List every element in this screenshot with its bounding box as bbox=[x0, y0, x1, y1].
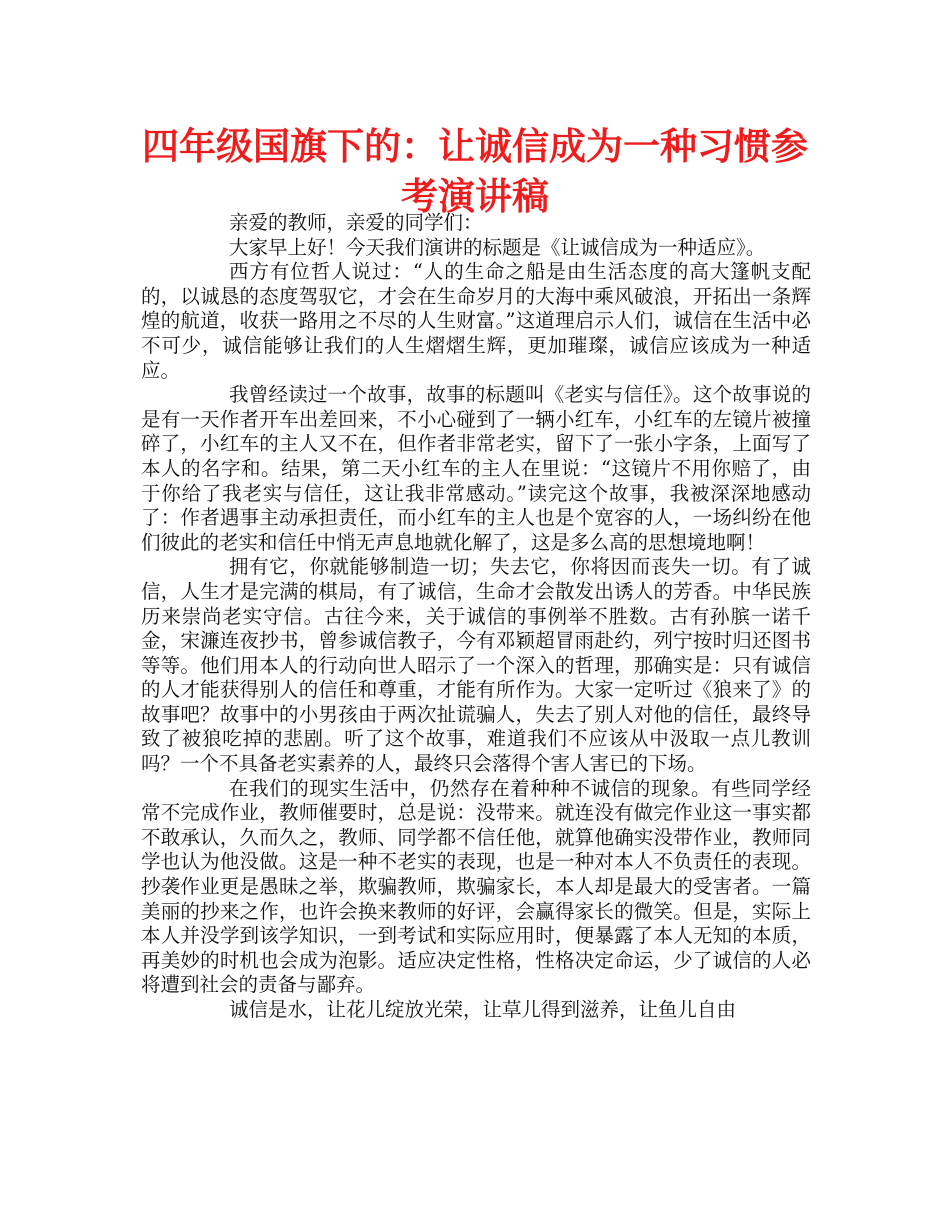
document-title: 四年级国旗下的：让诚信成为一种习惯参考演讲稿 bbox=[142, 125, 808, 218]
paragraph-opening: 大家早上好！今天我们演讲的标题是《让诚信成为一种适应》。 bbox=[229, 235, 766, 259]
paragraph-greeting: 亲爱的教师，亲爱的同学们： bbox=[229, 211, 483, 234]
document-body bbox=[141, 211, 811, 1023]
paragraph-closing: 诚信是水，让花儿绽放光荣，让草儿得到滋养，让鱼儿自由 bbox=[229, 998, 737, 1021]
paragraph-story: 我曾经读过一个故事，故事的标题叫《老实与信任》。这个故事说的是有一天作者开车出差回来，不小心碰到了一辆小红车，小红车的左镜片被撞碎了，小红车的主人又不在，但作者非常老实，留下了一张小字条，上面写了本人的名字和。结果，第二天小红车的主人在里说：“这镜片不用你赔了，由于你给了我老实与信任，这让我非常感动。”读完这个故事，我被深深地感动了：作者遇事主动承担责任，而小红车的主人也是个宽容的人，一场纠纷在他们彼此的老实和信任中悄无声息地就化解了，这是多么高的思想境地啊！ bbox=[141, 383, 811, 554]
paragraph-examples: 拥有它，你就能够制造一切；失去它，你将因而丧失一切。有了诚信，人生才是完满的棋局，有了诚信，生命才会散发出诱人的芳香。中华民族历来崇尚老实守信。古往今来，关于诚信的事例举不胜数。古有孙膑一诺千金，宋濂连夜抄书，曾参诚信教子，今有邓颖超冒雨赴约，列宁按时归还图书等等。他们用本人的行动向世人昭示了一个深入的哲理，那确实是：只有诚信的人才能获得别人的信任和尊重，才能有所作为。大家一定听过《狼来了》的故事吧？故事中的小男孩由于两次扯谎骗人，失去了别人对他的信任，最终导致了被狼吃掉的悲剧。听了这个故事，难道我们不应该从中汲取一点儿教训吗？一个不具备老实素养的人，最终只会落得个害人害已的下场。 bbox=[141, 555, 811, 776]
paragraph-reality: 在我们的现实生活中，仍然存在着种种不诚信的现象。有些同学经常不完成作业，教师催要时，总是说：没带来。就连没有做完作业这一事实都不敢承认，久而久之，教师、同学都不信任他，就算他确实没带作业，教师同学也认为他没做。这是一种不老实的表现，也是一种对本人不负责任的表现。抄袭作业更是愚昧之举，欺骗教师，欺骗家长，本人却是最大的受害者。一篇美丽的抄来之作，也许会换来教师的好评，会赢得家长的微笑。但是，实际上本人并没学到该学知识，一到考试和实际应用时，便暴露了本人无知的本质，再美妙的时机也会成为泡影。适应决定性格，性格决定命运，少了诚信的人必将遭到社会的责备与鄙弃。 bbox=[141, 776, 811, 997]
paragraph-philosopher-quote: 西方有位哲人说过：“人的生命之船是由生活态度的高大篷帆支配的，以诚恳的态度驾驭它，才会在生命岁月的大海中乘风破浪，开拓出一条辉煌的航道，收获一路用之不尽的人生财富。”这道理启示人们，诚信在生活中必不可少，诚信能够让我们的人生熠熠生辉，更加璀璨，诚信应该成为一种适应。 bbox=[141, 260, 811, 382]
